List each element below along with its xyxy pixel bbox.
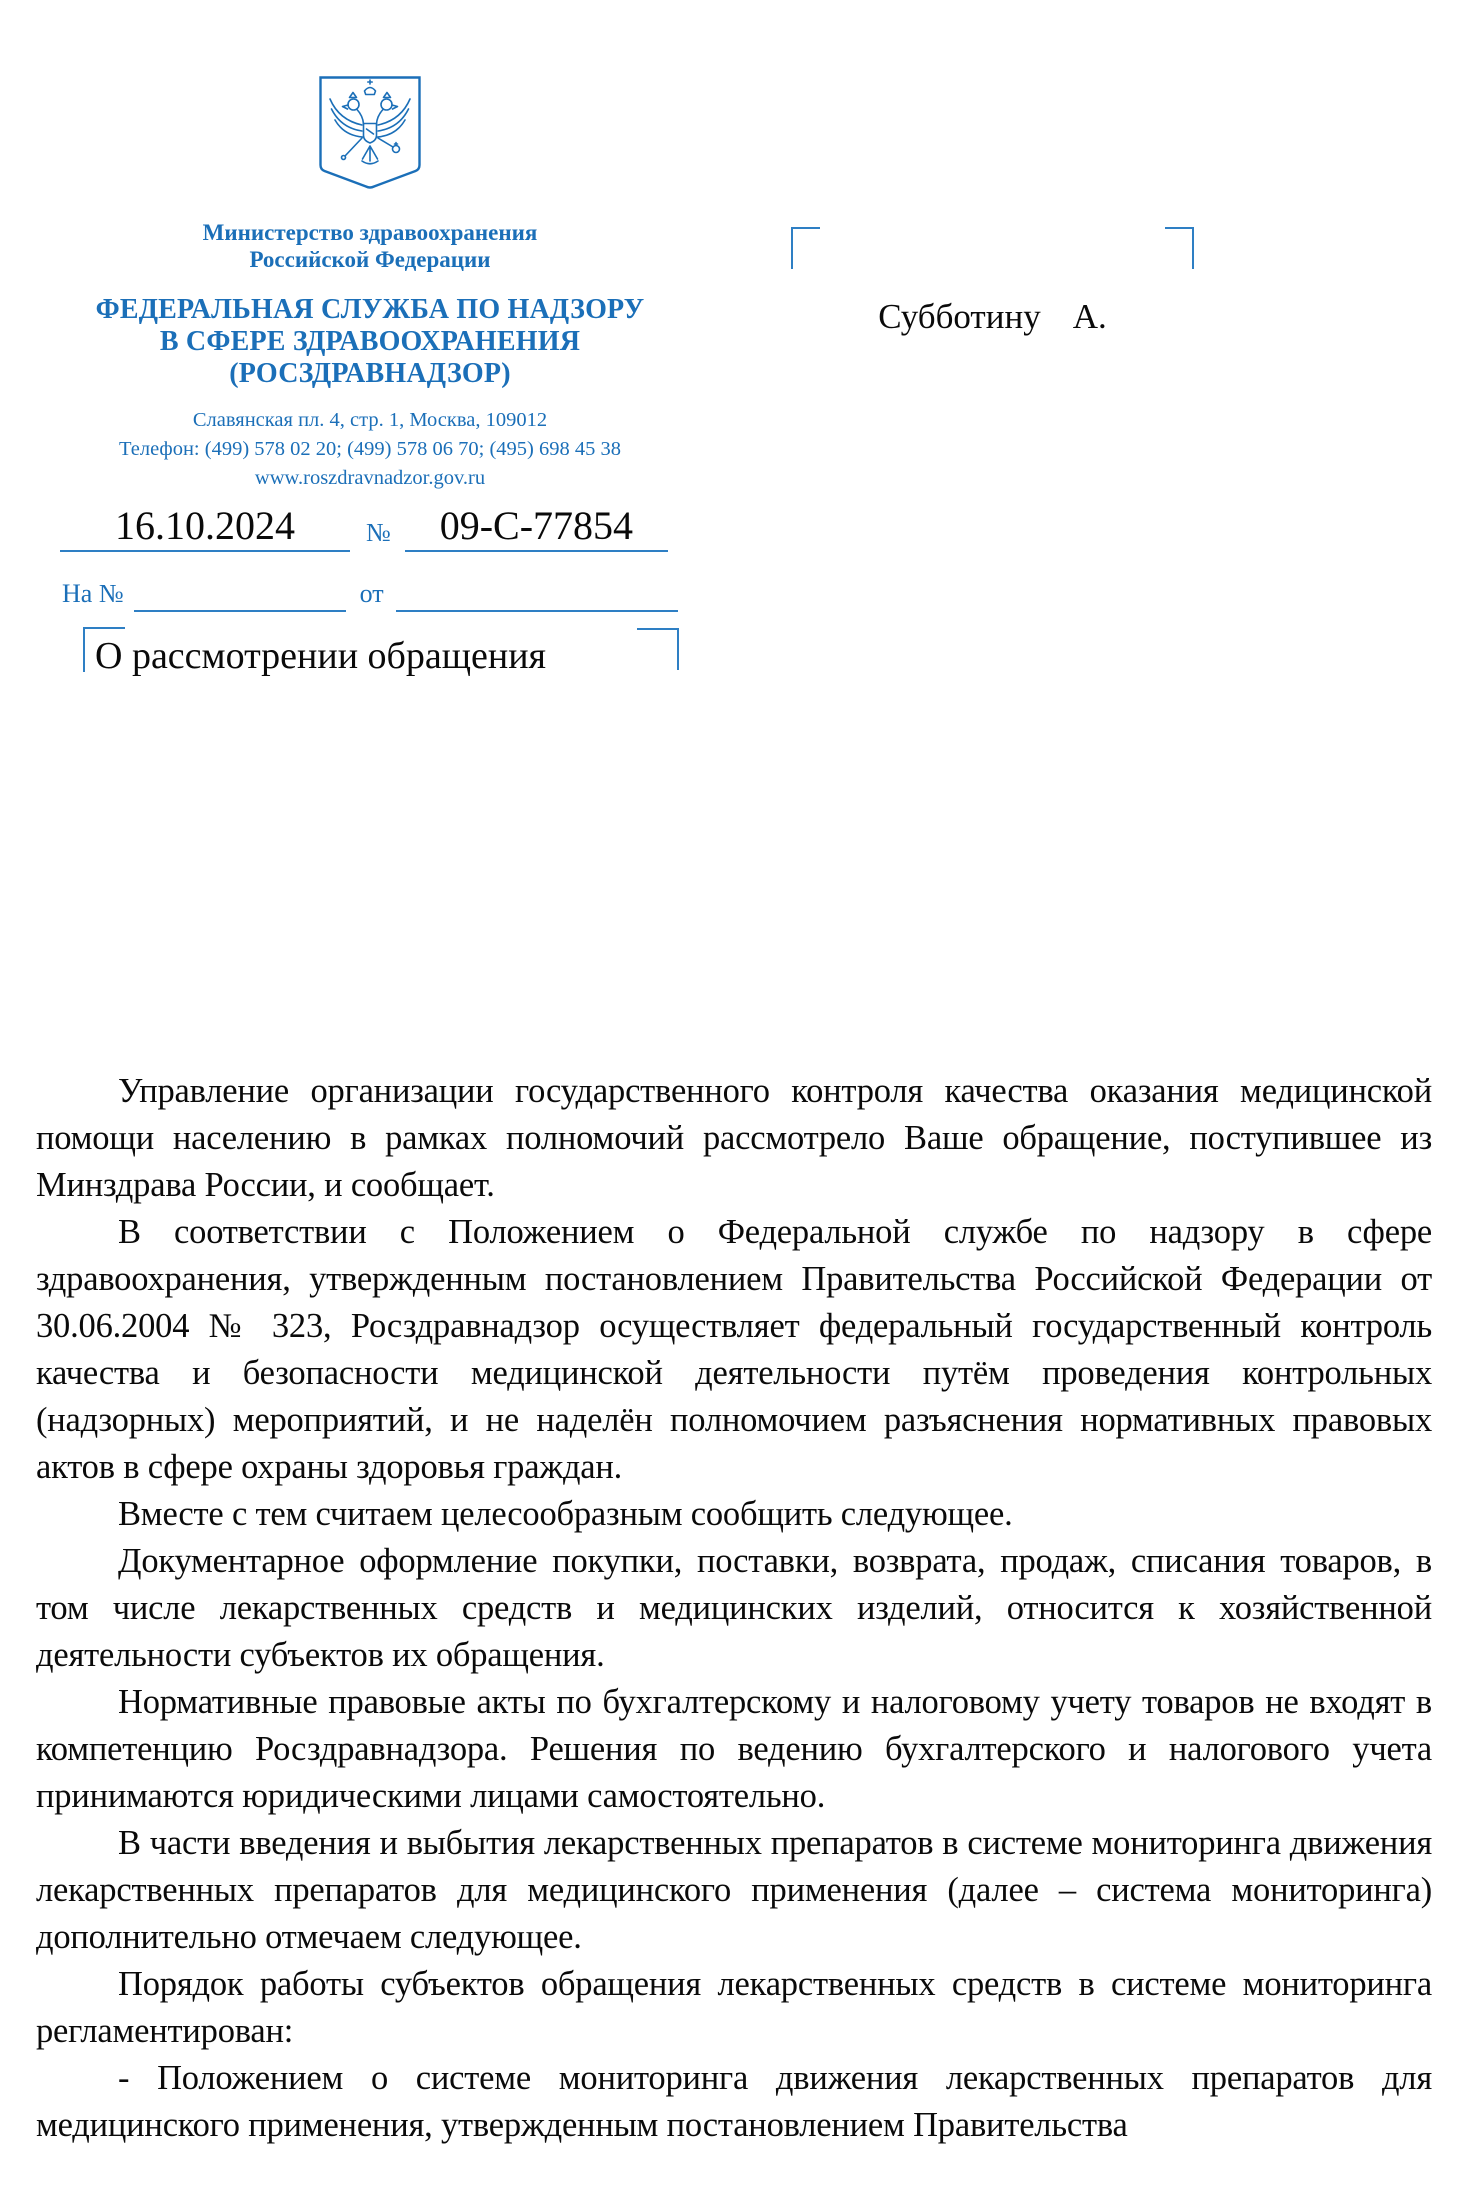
website-url: www.roszdravnadzor.gov.ru [254,467,486,489]
recipient-initials: А. [1072,297,1107,336]
body-paragraph: В соответствии с Положением о Федеральной службе по надзору в сфере здравоохранения, утвержденным постановлением Правительства Российской Федерации от 30.06.2004 № 323, Росздравнадзор осуществляет федеральный государственный контроль качества и безопасности медицинской деятельности путём проведения контрольных (надзорных) мероприятий, и не наделён полномочием разъяснения нормативных правовых актов в сфере охраны здоровья граждан. [36,1213,1432,1486]
incoming-number-label: На № [62,579,124,608]
outgoing-date: 16.10.2024 [60,504,350,552]
body-paragraph: - Положением о системе мониторинга движения лекарственных препаратов для медицинского применения, утвержденным постановлением Правительства [36,2059,1432,2144]
body-paragraph: Нормативные правовые акты по бухгалтерскому и налоговому учету товаров не входят в компетенцию Росздравнадзора. Решения по ведению бухгалтерского и налогового учета принимаются юридическими лицами самостоятельно. [36,1683,1432,1815]
federal-service-line3: (РОСЗДРАВНАДЗОР) [229,358,511,389]
subject-corner-bracket-right [637,628,679,670]
incoming-number-blank-line [134,576,346,612]
ministry-name-line2: Российской Федерации [249,247,491,272]
recipient-corner-bracket-right [1165,227,1194,269]
recipient-name [791,297,1194,337]
recipient-block [791,227,1194,357]
body-paragraph: Документарное оформление покупки, поставки, возврата, продаж, списания товаров, в том числе лекарственных средств и медицинских изделий, относится к хозяйственной деятельности субъектов их обращения. [36,1542,1432,1674]
outgoing-reference-row [60,504,668,552]
postal-address: Славянская пл. 4, стр. 1, Москва, 109012 [192,409,548,431]
recipient-corner-bracket-left [791,227,820,269]
recipient-surname: Субботину [878,297,1041,336]
subject-text: О рассмотрении обращения [95,635,547,677]
body-paragraph: Вместе с тем считаем целесообразным сообщить следующее. [118,1495,1013,1533]
federal-service-line2: В СФЕРЕ ЗДРАВООХРАНЕНИЯ [159,326,581,357]
ministry-name [60,219,680,273]
phone-numbers: Телефон: (499) 578 02 20; (499) 578 06 70; (495) 698 45 38 [119,438,621,460]
incoming-reference-row [62,576,678,612]
subject-block [83,627,679,687]
contact-block [60,406,680,493]
incoming-date-blank-line [396,576,678,612]
outgoing-number: 09-С-77854 [405,504,668,552]
federal-service-name [60,294,680,390]
body-paragraph: Управление организации государственного контроля качества оказания медицинской помощи населению в рамках полномочий рассмотрело Ваше обращение, поступившее из Минздрава России, и сообщает. [36,1072,1432,1204]
number-sign-label: № [366,518,391,547]
ministry-name-line1: Министерство здравоохранения [202,220,538,245]
letterhead [60,74,680,493]
letter-body [36,1068,1432,2149]
body-paragraph: В части введения и выбытия лекарственных препаратов в системе мониторинга движения лекарственных препаратов для медицинского применения (далее – система мониторинга) дополнительно отмечаем следующее. [36,1824,1432,1956]
coat-of-arms-icon [317,74,423,198]
federal-service-line1: ФЕДЕРАЛЬНАЯ СЛУЖБА ПО НАДЗОРУ [95,294,645,325]
incoming-from-label: от [359,579,384,608]
body-paragraph: Порядок работы субъектов обращения лекарственных средств в системе мониторинга регламентирован: [36,1965,1432,2050]
